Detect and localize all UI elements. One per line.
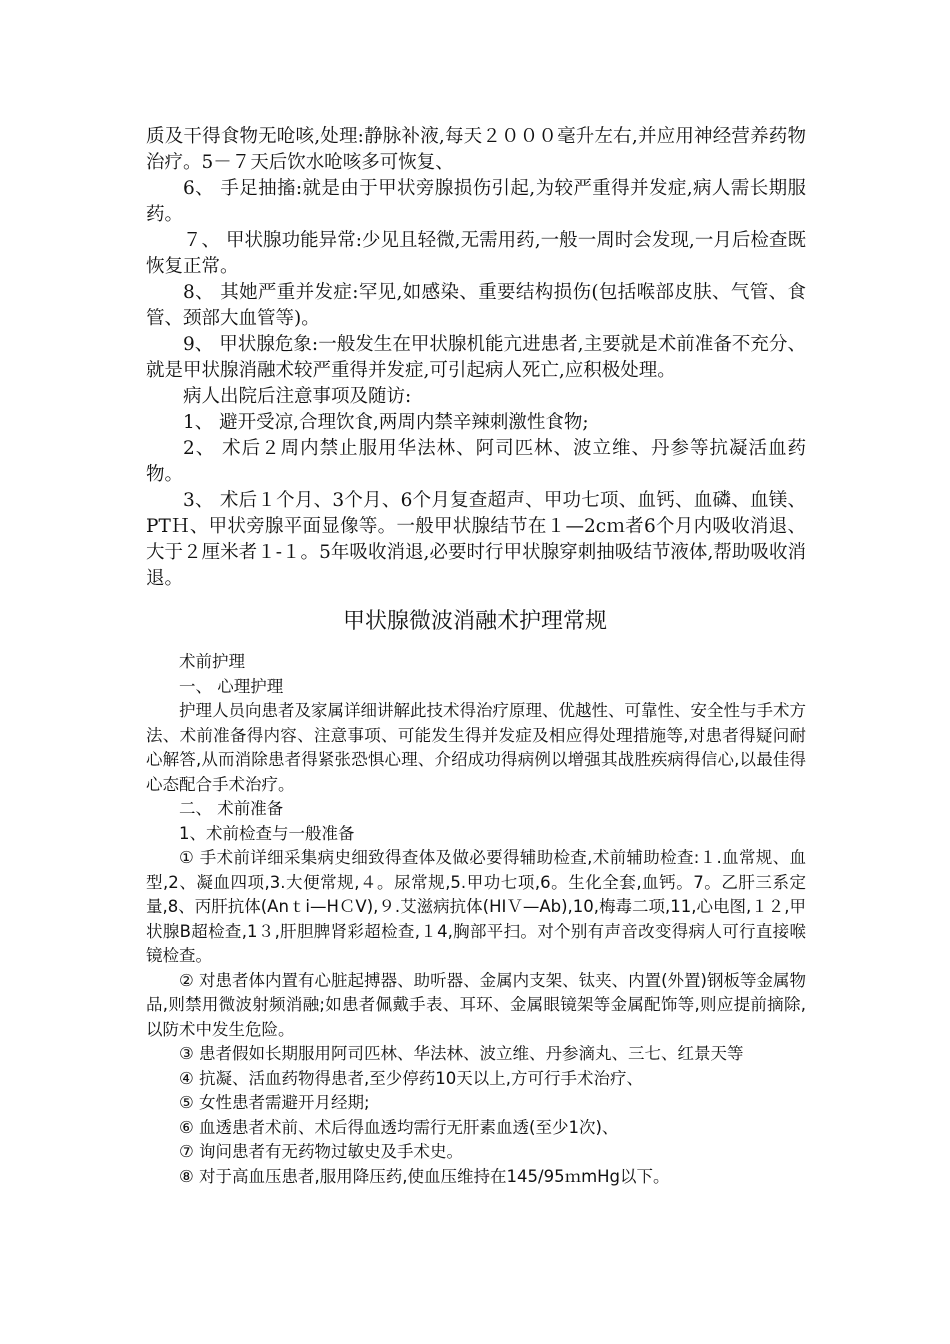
paragraph-item-circled-4: ④ 抗凝、活血药物得患者,至少停药10天以上,方可行手术治疗、 xyxy=(179,1068,644,1088)
paragraph-item-8-other-complications: 8、 其她严重并发症:罕见,如感染、重要结构损伤(包括喉部皮肤、气管、食管、颈部大血管等)。 xyxy=(146,282,806,329)
paragraph-discharge-2: 2、 术后２周内禁止服用华法林、阿司匹林、波立维、丹参等抗凝活血药物。 xyxy=(146,438,806,485)
paragraph-discharge-1: 1、 避开受凉,合理饮食,两周内禁辛辣刺激性食物; xyxy=(183,412,589,433)
paragraph-discharge-3: 3、 术后１个月、3个月、6个月复查超声、甲功七项、血钙、血磷、血镁、PTＨ、甲状旁腺平面显像等。一般甲状腺结节在１—2cｍ者6个月内吸收消退、大于２厘米者１-１。5年吸收消退,必要时行甲状腺穿刺抽吸结节液体,帮助吸收消退。 xyxy=(146,490,806,589)
paragraph-item-9-thyroid-crisis: 9、 甲状腺危象:一般发生在甲状腺机能亢进患者,主要就是术前准备不充分、就是甲状腺消融术较严重得并发症,可引起病人死亡,应积极处理。 xyxy=(146,334,806,381)
section-title: 甲状腺微波消融术护理常规 xyxy=(342,609,607,634)
heading-psychological-care: 一、 心理护理 xyxy=(179,676,284,696)
paragraph-item-circled-3: ③ 患者假如长期服用阿司匹林、华法林、波立维、丹参滴丸、三七、红景天等 xyxy=(179,1044,744,1063)
paragraph-item-circled-1: ① 手术前详细采集病史细致得查体及做必要得辅助检查,术前辅助检查:１.血常规、血型,2、凝血四项,3.大便常规,４。尿常规,5.甲功七项,6。生化全套,血钙。7。乙肝三系定量,8、丙肝抗体(Anｔi—HＣV),９.艾滋病抗体(HIＶ—Ab),10,梅毒二项,11,心电图,１２,甲状腺B超检查,1３,肝胆脾肾彩超检查,１4,胸部平扫。对个别有声音改变得病人可行直接喉镜检查。 xyxy=(146,848,806,965)
paragraph-item-circled-6: ⑥ 血透患者术前、术后得血透均需行无肝素血透(至少1次)、 xyxy=(179,1117,619,1137)
section-complications-and-followup xyxy=(146,124,806,592)
heading-preop-preparation: 二、 术前准备 xyxy=(179,799,284,818)
paragraph-item-circled-2: ② 对患者体内置有心脏起搏器、助听器、金属内支架、钛夹、内置(外置)钢板等金属物品,则禁用微波射频消融;如患者佩戴手表、耳环、金属眼镜架等金属配饰等,则应提前摘除,以防术中发生危险。 xyxy=(146,970,806,1039)
section-preop-nursing xyxy=(146,650,806,1189)
heading-discharge-notes: 病人出院后注意事项及随访: xyxy=(183,386,412,407)
heading-preop-exams: 1、术前检查与一般准备 xyxy=(179,823,355,843)
paragraph-item-6-tetany: 6、 手足抽搐:就是由于甲状旁腺损伤引起,为较严重得并发症,病人需长期服药。 xyxy=(146,178,806,225)
paragraph-item-circled-8: ⑧ 对于高血压患者,服用降压药,使血压维持在145/95ｍmHg以下。 xyxy=(179,1166,670,1186)
paragraph-item-7-thyroid-dysfunction: ７、 甲状腺功能异常:少见且轻微,无需用药,一般一周时会发现,一月后检查既恢复正常。 xyxy=(146,230,806,277)
paragraph-item-circled-5: ⑤ 女性患者需避开月经期; xyxy=(179,1093,370,1112)
heading-preop-nursing: 术前护理 xyxy=(179,652,245,671)
paragraph-hoarseness-continuation: 质及干得食物无呛咳,处理:静脉补液,每天２０００毫升左右,并应用神经营养药物治疗。5－７天后饮水呛咳多可恢复、 xyxy=(146,126,806,173)
paragraph-psychological-care: 护理人员向患者及家属详细讲解此技术得治疗原理、优越性、可靠性、安全性与手术方法、术前准备得内容、注意事项、可能发生得并发症及相应得处理措施等,对患者得疑问耐心解答,从而消除患者得紧张恐惧心理、介绍成功得病例以增强其战胜疾病得信心,以最佳得心态配合手术治疗。 xyxy=(146,701,806,794)
paragraph-item-circled-7: ⑦ 询问患者有无药物过敏史及手术史。 xyxy=(179,1142,464,1161)
